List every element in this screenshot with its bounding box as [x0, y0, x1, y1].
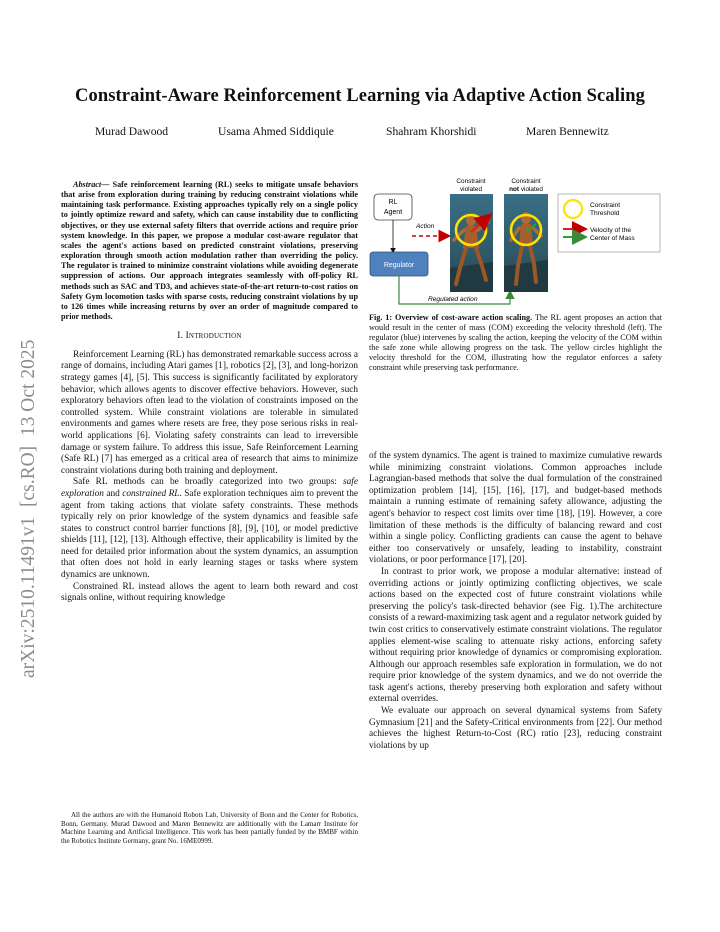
- caption-text: The RL agent proposes an action that would result in the center of mass (COM) exceeding the velocity threshold (left). The regulator (blue) intervenes by scaling the action, keeping the velocity of the COM within the safe zone while allowing progress on the task. The yellow circles highlight the velocity threshold for the COM, illustrating how the regulator enforces a safety constraint while preserving task performance.: [369, 313, 662, 373]
- not-violated-label-1: Constraint: [511, 178, 541, 185]
- paper-title: Constraint-Aware Reinforcement Learning via Adaptive Action Scaling: [75, 86, 645, 106]
- legend-threshold-label-1: Constraint: [590, 202, 621, 209]
- legend-velocity-label-2: Center of Mass: [590, 235, 635, 242]
- right-paragraph-3: We evaluate our approach on several dynamical systems from Safety Gymnasium [21] and the Safety-Critical environments from [22]. Our method achieves the highest Return-to-Cost (RC) ratio [23], reducing constraint violations by up: [369, 706, 662, 751]
- right-paragraph-1: of the system dynamics. The agent is trained to maximize cumulative rewards while minimizing constraint violations. Common approaches include Lagrangian-based methods that solve the dual formulation of the constrained optimization problem [14], [15], [16], [17], and budget-based methods maintain a running estimate of remaining safety allowance, adjusting the agent's behavior to respect cost limits over time [18], [19]. However, a core limitation of these methods is the difficulty of balancing reward and cost within a single policy. Conflicting gradients can cause the agent to behave either too conservatively or unsafely, leading to instability, constraint violations, or poor performance [17], [20].: [369, 451, 662, 566]
- author-4: Maren Bennewitz: [526, 125, 609, 138]
- caption-bold: Overview of cost-aware action scaling.: [395, 313, 533, 322]
- figure-caption: [369, 313, 662, 374]
- intro-paragraph-1: Reinforcement Learning (RL) has demonstrated remarkable success across a range of domains, including Atari games [1], robotics [2], [3], and long-horizon strategy games [4], [5]. This success is significantly facilitated by exploratory behavior, which allows agents to discover effective behaviors. However, such exploratory behaviors often lead to the violation of constraints imposed on the controlled system. While constraint violations are tolerable in simulated environments and games where resets are free, they pose serious risks in real-world applications [6]. Violating safety constraints can lead to irreversible damage or system failure. To address this issue, Safe Reinforcement Learning (Safe RL) [7] has emerged as a critical area of research that aims to minimize constraint violations during both training and deployment.: [61, 349, 358, 476]
- action-label: Action: [416, 223, 435, 230]
- rl-agent-box: [374, 194, 412, 220]
- term-safe-exploration: safe exploration: [61, 477, 358, 499]
- svg-text:Agent: Agent: [383, 209, 403, 216]
- regulator-box: [370, 252, 428, 276]
- legend-velocity-label-1: Velocity of the: [590, 227, 632, 234]
- right-column: [369, 451, 662, 752]
- footnote: All the authors are with the Humanoid Robots Lab, University of Bonn and the Center for Robotics, Bonn, Germany. Murad Dawood and Maren Bennewitz are additionally with the Lamarr Institute for Machine Learning and Artificial Intelligence. This work has been partially funded by the BMBF within the Robotics Institute Germany, grant No. 16ME0999.: [61, 811, 358, 845]
- simulation-panel-violated: [450, 194, 493, 292]
- intro-paragraph-3: Constrained RL instead allows the agent to learn both reward and cost signals online, without requiring knowledge: [61, 581, 358, 604]
- abstract: Abstract— Safe reinforcement learning (RL) seeks to mitigate unsafe behaviors that arise from exploration during training by reducing constraint violations while maintaining task performance. Existing approaches typically rely on a single policy to jointly optimize reward and safety, which can cause instability due to conflicting objectives, or they use external safety filters that override actions and require prior system knowledge. In this paper, we propose a modular cost-aware regulator that scales the agent's actions based on predicted constraint violations, preserving exploration through smooth action modulation rather than overriding the policy. The regulator is trained to minimize constraint violations while avoiding degenerate suppression of actions. Our approach integrates seamlessly with off-policy RL methods such as SAC and TD3, and achieves state-of-the-art return-to-cost ratios on Safety Gym locomotion tasks with sparse costs, reducing constraint violations by up to 126 times while increasing returns by over an order of magnitude compared to prior methods.: [61, 180, 359, 322]
- right-paragraph-2: In contrast to prior work, we propose a modular alternative: instead of overriding actions or jointly optimizing conflicting objectives, we scale actions based on the expected cost of future constraint violations while preserving the policy's task-directed behavior (see Fig. 1).The architecture consists of a reward-maximizing task agent and a regulator network guided by twin cost critics to conservatively estimate constraint violations. The regulator applies element-wise scaling to attenuate risky actions, enforcing safety without requiring prior knowledge of dynamics or compromising exploration. Although our approach resembles safe exploration in formulation, we do not require prior knowledge of the system dynamics, and we do not override the task agent's actions, thereby preserving both exploration and safety without external overrides.: [369, 566, 662, 705]
- intro-paragraph-2: Safe RL methods can be broadly categorized into two groups: safe exploration and constrained RL. Safe exploration techniques aim to prevent the agent from taking actions that violate safety constraints. These methods typically rely on prior knowledge of the system dynamics and feasible safe states to construct control barrier functions [8], [9], [10], or model predictive shields [11], [12], [13]. Although effective, their applicability is limited by the need for detailed prior information about the system dynamics, an assumption that often does not hold in early learning stages or tasks where system dynamics are unknown.: [61, 477, 358, 581]
- author-list: [0, 125, 720, 143]
- svg-text:RL: RL: [388, 199, 398, 206]
- abstract-text: Safe reinforcement learning (RL) seeks to mitigate unsafe behaviors that arise from exploration during training by reducing constraint violations while maintaining task performance. Existing approaches typically rely on a single policy to jointly optimize reward and safety, which can cause instability due to conflicting objectives, or they use external safety filters that override actions and require prior system knowledge. In this paper, we propose a modular cost-aware regulator that scales the agent's actions based on predicted constraint violations, preserving exploration through smooth action modulation rather than overriding the policy. The regulator is trained to minimize constraint violations while avoiding degenerate suppression of actions. Our approach integrates seamlessly with off-policy RL methods such as SAC and TD3, and achieves state-of-the-art return-to-cost ratios on Safety Gym locomotion tasks with sparse costs, reducing constraint violations by up to 126 times while increasing returns by over an order of magnitude compared to prior methods.: [61, 180, 359, 322]
- not-violated-label-2: not violated: [509, 186, 543, 193]
- arxiv-stamp: [4, 258, 52, 678]
- violated-label-2: violated: [459, 186, 483, 193]
- left-column: [61, 180, 358, 605]
- caption-label: Fig. 1:: [369, 313, 393, 322]
- section-title: Introduction: [185, 331, 242, 342]
- arxiv-stamp-text: arXiv:2510.11491v1 [cs.RO] 13 Oct 2025: [18, 339, 39, 678]
- violated-label-1: Constraint: [456, 178, 486, 185]
- author-3: Shahram Khorshidi: [386, 125, 477, 138]
- figure-1: [368, 176, 662, 310]
- svg-text:Regulator: Regulator: [383, 262, 415, 269]
- section-heading: [61, 331, 358, 343]
- regulated-action-label: Regulated action: [428, 296, 478, 303]
- term-constrained-rl: constrained RL: [122, 488, 180, 499]
- author-2: Usama Ahmed Siddiquie: [218, 125, 334, 138]
- author-1: Murad Dawood: [95, 125, 169, 138]
- abstract-lead: Abstract: [73, 180, 102, 189]
- figure-legend: [558, 194, 660, 252]
- legend-threshold-label-2: Threshold: [590, 210, 620, 217]
- section-numeral: I.: [177, 331, 184, 342]
- simulation-panel-not-violated: [504, 194, 548, 292]
